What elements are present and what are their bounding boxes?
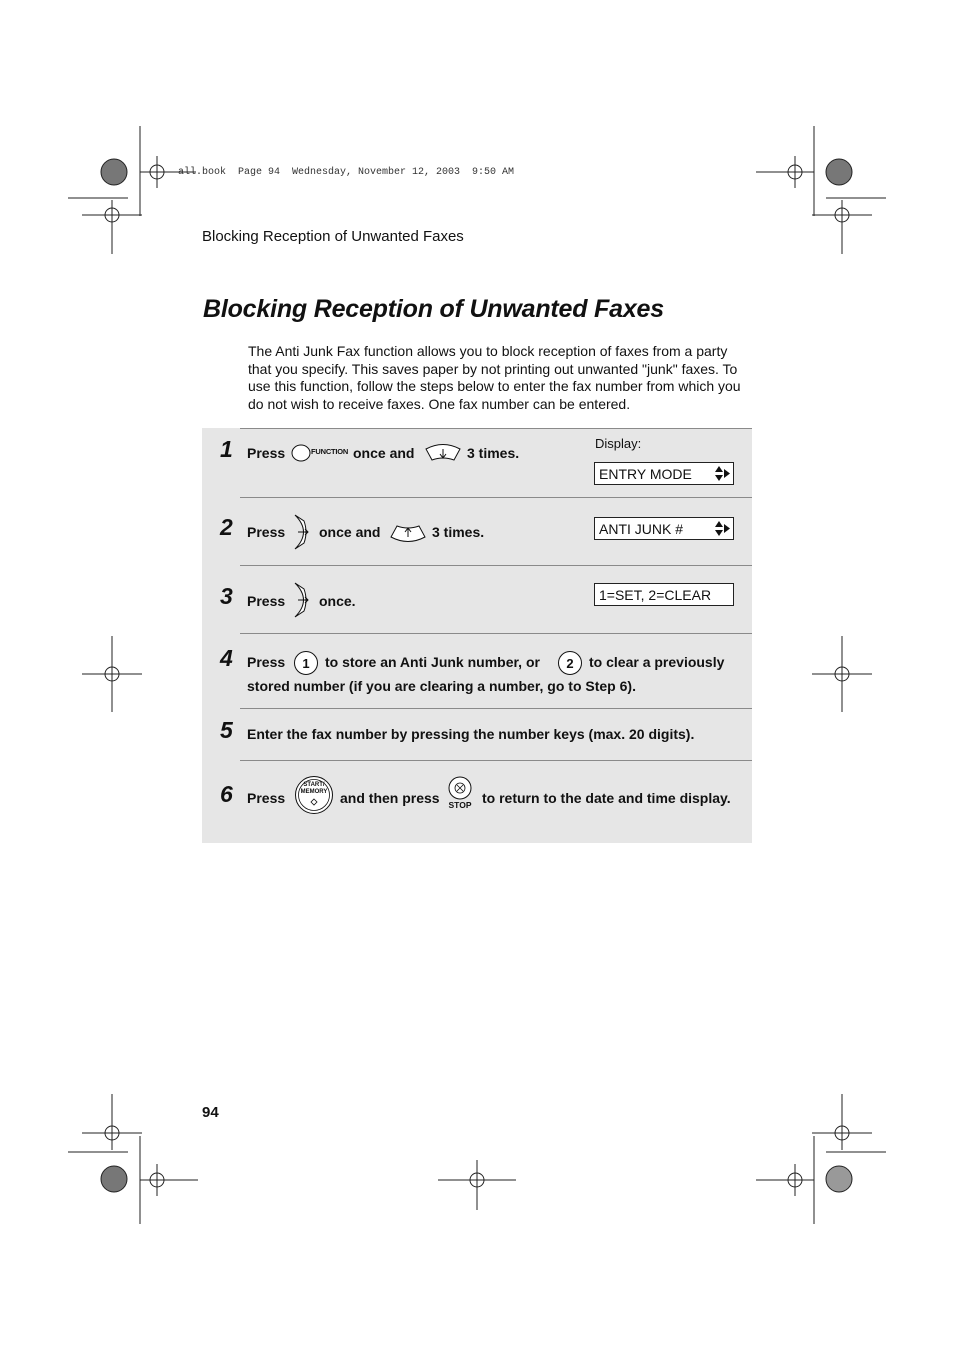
step-text: to return to the date and time display. (482, 790, 731, 806)
start-key-label: START/ (303, 782, 325, 788)
right-arrow-key-icon (292, 513, 314, 551)
stop-key-label: STOP (448, 800, 472, 810)
print-slug: all.book Page 94 Wednesday, November 12, 2003 9:50 AM (178, 167, 515, 178)
step-press-text: Press (247, 445, 286, 461)
memory-key-label: MEMORY (300, 789, 328, 795)
step-text: to clear a previously (589, 654, 725, 670)
divider (240, 708, 752, 709)
right-arrow-key-icon (292, 581, 314, 619)
step-text-line2: stored number (if you are clearing a number, go to Step 6). (247, 678, 636, 694)
steps-panel (202, 428, 752, 843)
page-number: 94 (202, 1104, 219, 1121)
step-number: 6 (220, 781, 233, 807)
lcd-text: ANTI JUNK # (599, 521, 684, 537)
step-text: 3 times. (467, 445, 520, 461)
step-text: once and (353, 445, 415, 461)
start-memory-key-icon (294, 775, 334, 815)
divider (240, 633, 752, 634)
step-press-text: Press (247, 654, 286, 670)
lcd-display (594, 583, 734, 606)
step-press-text: Press (247, 524, 286, 540)
function-key-icon (291, 444, 311, 462)
step-text: to store an Anti Junk number, or (325, 654, 540, 670)
lcd-text: 1=SET, 2=CLEAR (599, 587, 712, 603)
step-text: 3 times. (432, 524, 485, 540)
step-press-text: Press (247, 790, 286, 806)
intro-paragraph: The Anti Junk Fax function allows you to block reception of faxes from a party that you specify. This saves paper by not printing out unwanted "junk" faxes. To use this function, follow the steps below to enter the fax number from which you do not wish to receive faxes. One fax number can be entered. (248, 343, 741, 413)
step-text: once. (319, 593, 356, 609)
divider (240, 760, 752, 761)
step-number: 2 (220, 514, 233, 540)
divider (240, 565, 752, 566)
lcd-text: ENTRY MODE (599, 466, 692, 482)
function-key-label: FUNCTION (311, 447, 349, 456)
step-number: 5 (220, 717, 233, 743)
step-text: once and (319, 524, 381, 540)
step-text: Enter the fax number by pressing the number keys (max. 20 digits). (247, 726, 695, 742)
lcd-display (594, 462, 734, 485)
number-key-label: 1 (302, 656, 310, 671)
step-text: and then press (340, 790, 440, 806)
step-number: 1 (220, 436, 233, 462)
page-title: Blocking Reception of Unwanted Faxes (203, 295, 664, 323)
scroll-arrows-icon (713, 520, 731, 537)
divider (240, 497, 752, 498)
display-label: Display: (595, 436, 642, 451)
up-arrow-key-icon (389, 522, 427, 544)
number-key-label: 2 (566, 656, 574, 671)
lcd-display (594, 517, 734, 540)
divider (240, 428, 752, 429)
running-header: Blocking Reception of Unwanted Faxes (202, 228, 464, 245)
step-press-text: Press (247, 593, 286, 609)
down-arrow-key-icon (424, 442, 462, 464)
step-number: 4 (220, 645, 233, 671)
scroll-arrows-icon (713, 465, 731, 482)
stop-key-icon (447, 776, 473, 800)
step-number: 3 (220, 583, 233, 609)
